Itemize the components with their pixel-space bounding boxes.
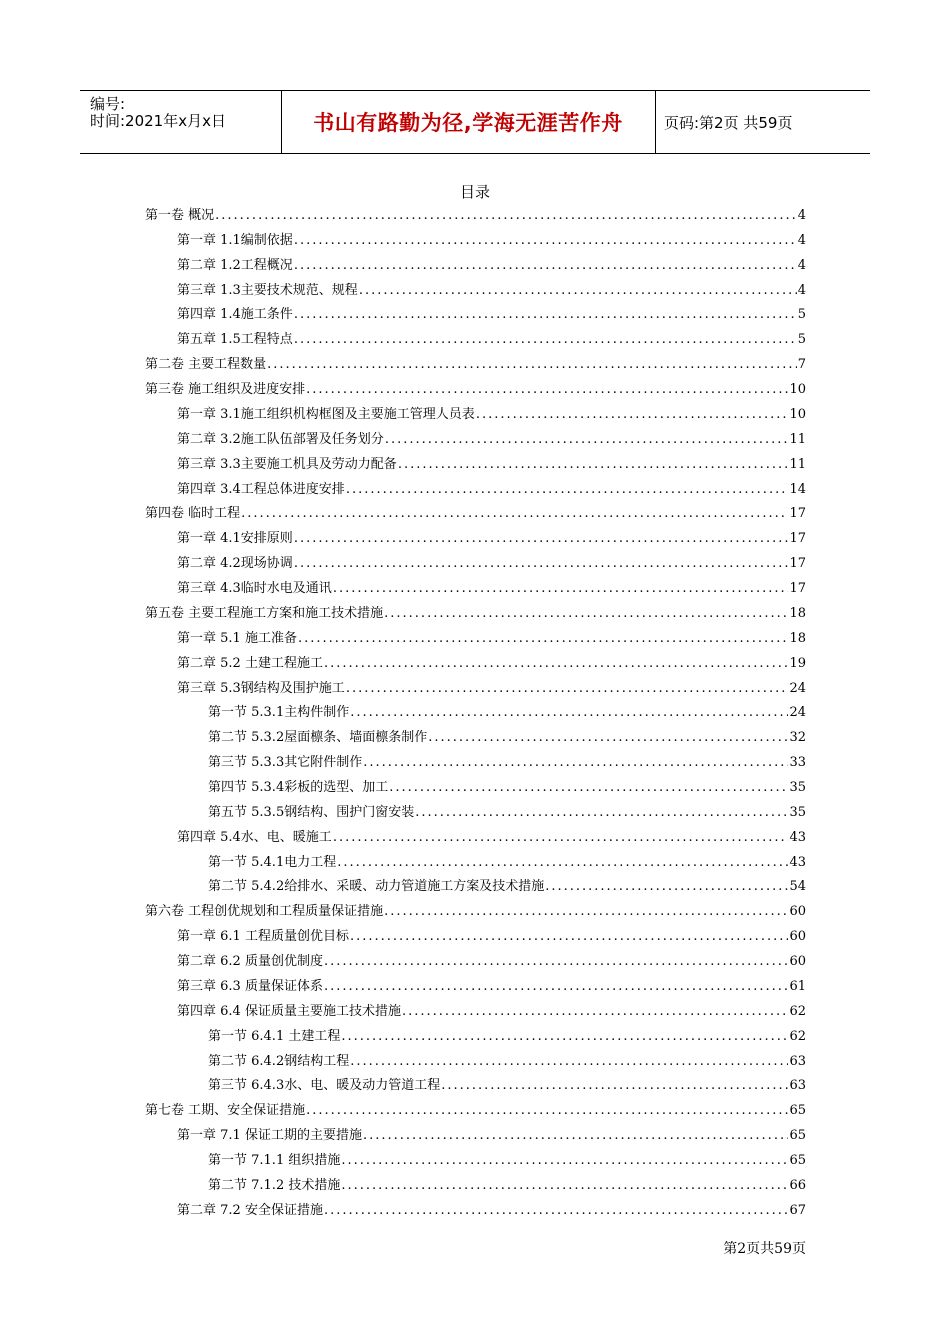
toc-leader-dots [359, 283, 797, 298]
toc-entry-page: 32 [789, 730, 806, 746]
toc-entry-page: 17 [789, 556, 806, 572]
toc-leader-dots [384, 606, 788, 621]
toc-leader-dots [346, 681, 789, 696]
toc-entry[interactable] [208, 701, 806, 721]
toc-leader-dots [398, 457, 789, 472]
toc-entry-title: 第一节 7.1.1 组织措施 [208, 1153, 341, 1169]
toc-entry[interactable] [177, 552, 806, 572]
toc-entry[interactable] [177, 826, 806, 846]
toc-entry-title: 第五卷 主要工程施工方案和施工技术措施 [145, 605, 384, 621]
toc-title: 目录 [459, 183, 490, 201]
toc-entry[interactable] [177, 677, 806, 697]
toc-entry-page: 60 [789, 904, 806, 920]
toc-entry-page: 65 [789, 1103, 806, 1119]
toc-leader-dots [389, 780, 788, 795]
toc-entry-page: 7 [797, 357, 806, 373]
toc-leader-dots [341, 1178, 788, 1193]
toc-leader-dots [298, 631, 789, 646]
toc-leader-dots [294, 307, 797, 322]
toc-leader-dots [267, 357, 797, 372]
toc-entry-page: 62 [789, 1028, 806, 1044]
toc-entry[interactable] [208, 801, 806, 821]
toc-entry[interactable] [208, 1174, 806, 1194]
toc-leader-dots [294, 531, 789, 546]
toc-entry[interactable] [177, 428, 806, 448]
toc-entry-page: 60 [789, 929, 806, 945]
toc-entry[interactable] [145, 1099, 806, 1119]
toc-entry-title: 第七卷 工期、安全保证措施 [145, 1103, 306, 1119]
toc-entry[interactable] [208, 1025, 806, 1045]
toc-entry[interactable] [145, 602, 806, 622]
toc-entry-page: 63 [789, 1078, 806, 1094]
toc-entry-page: 4 [797, 257, 806, 273]
document-number-label: 编号: [90, 95, 126, 113]
toc-entry-page: 11 [789, 456, 806, 472]
toc-entry-page: 18 [789, 605, 806, 621]
toc-entry[interactable] [208, 875, 806, 895]
toc-leader-dots [350, 929, 789, 944]
toc-entry-page: 35 [789, 804, 806, 820]
header-motto-cell [281, 91, 656, 153]
toc-entry-page: 19 [789, 655, 806, 671]
toc-entry-title: 第三章 3.3主要施工机具及劳动力配备 [177, 456, 397, 472]
toc-entry-page: 14 [789, 481, 806, 497]
header-motto: 书山有路勤为径,学海无涯苦作舟 [313, 111, 623, 135]
toc-entry-page: 4 [797, 282, 806, 298]
toc-entry-title: 第一章 5.1 施工准备 [177, 630, 297, 646]
toc-leader-dots [324, 656, 789, 671]
toc-entry[interactable] [177, 1000, 806, 1020]
toc-entry[interactable] [208, 1050, 806, 1070]
toc-entry[interactable] [177, 254, 806, 274]
toc-entry-page: 18 [789, 630, 806, 646]
toc-leader-dots [363, 1128, 789, 1143]
toc-leader-dots [402, 1004, 789, 1019]
toc-leader-dots [363, 755, 788, 770]
toc-entry[interactable] [177, 303, 806, 323]
toc-entry-title: 第二章 4.2现场协调 [177, 556, 293, 572]
toc-entry-page: 17 [789, 506, 806, 522]
toc-entry[interactable] [145, 353, 806, 373]
toc-entry[interactable] [208, 1074, 806, 1094]
toc-leader-dots [306, 382, 788, 397]
toc-entry[interactable] [177, 279, 806, 299]
header-meta-cell [80, 91, 282, 153]
toc-entry[interactable] [177, 229, 806, 249]
toc-entry[interactable] [177, 975, 806, 995]
toc-leader-dots [476, 407, 789, 422]
toc-leader-dots [441, 1078, 788, 1093]
toc-entry-title: 第二章 7.2 安全保证措施 [177, 1202, 323, 1218]
toc-leader-dots [545, 879, 788, 894]
toc-entry-title: 第四章 1.4施工条件 [177, 307, 293, 323]
toc-entry-title: 第一章 1.1编制依据 [177, 232, 293, 248]
toc-entry-page: 54 [789, 879, 806, 895]
toc-entry-title: 第一章 6.1 工程质量创优目标 [177, 929, 349, 945]
toc-entry[interactable] [177, 652, 806, 672]
toc-entry-page: 35 [789, 780, 806, 795]
toc-leader-dots [324, 979, 789, 994]
toc-entry-page: 66 [789, 1177, 806, 1193]
toc-entry-page: 43 [789, 854, 806, 870]
toc-entry-title: 第一节 6.4.1 土建工程 [208, 1028, 341, 1044]
toc-entry-page: 43 [789, 829, 806, 845]
toc-entry-title: 第二章 5.2 土建工程施工 [177, 655, 323, 671]
toc-entry[interactable] [177, 577, 806, 597]
toc-entry-title: 第四节 5.3.4彩板的选型、加工 [208, 780, 389, 795]
toc-leader-dots [215, 208, 797, 223]
toc-entry-title: 第四卷 临时工程 [145, 506, 241, 522]
header-page-info: 页码:第2页 共59页 [664, 113, 793, 132]
toc-entry-page: 24 [789, 705, 806, 721]
toc-leader-dots [324, 954, 789, 969]
toc-entry-title: 第三卷 施工组织及进度安排 [145, 382, 306, 398]
toc-entry-title: 第二章 6.2 质量创优制度 [177, 954, 323, 970]
toc-leader-dots [306, 1103, 788, 1118]
toc-leader-dots [346, 482, 789, 497]
toc-entry-page: 5 [797, 307, 806, 323]
page-header [80, 90, 870, 154]
toc-entry-page: 62 [789, 1003, 806, 1019]
toc-entry[interactable] [208, 1149, 806, 1169]
toc-leader-dots [384, 904, 788, 919]
toc-entry-page: 65 [789, 1128, 806, 1144]
toc-entry[interactable] [177, 453, 806, 473]
toc-entry-title: 第二节 5.4.2给排水、采暖、动力管道施工方案及技术措施 [208, 879, 545, 895]
toc-entry-title: 第一章 7.1 保证工期的主要措施 [177, 1128, 362, 1144]
toc-entry-page: 61 [789, 978, 806, 994]
toc-entry-page: 63 [789, 1053, 806, 1069]
toc-leader-dots [350, 1054, 788, 1069]
page-footer: 第2页共59页 [723, 1241, 806, 1257]
toc-entry-title: 第三章 5.3钢结构及围护施工 [177, 680, 345, 696]
toc-entry-page: 17 [789, 581, 806, 597]
toc-entry-page: 60 [789, 954, 806, 970]
toc-entry-page: 10 [789, 406, 806, 422]
toc-entry-title: 第四章 3.4工程总体进度安排 [177, 481, 345, 497]
toc-entry-page: 10 [789, 382, 806, 398]
toc-leader-dots [415, 805, 788, 820]
toc-entry-title: 第一节 5.4.1电力工程 [208, 854, 337, 870]
toc-entry[interactable] [177, 627, 806, 647]
toc-entry-title: 第二卷 主要工程数量 [145, 357, 267, 373]
toc-entry-title: 第三章 6.3 质量保证体系 [177, 978, 323, 994]
document-time-label: 时间:2021年x月x日 [90, 112, 226, 130]
toc-entry[interactable] [145, 204, 806, 224]
toc-entry-title: 第三节 6.4.3水、电、暖及动力管道工程 [208, 1078, 441, 1094]
toc-leader-dots [337, 855, 788, 870]
header-page-cell [656, 91, 870, 153]
toc-leader-dots [294, 233, 797, 248]
toc-entry[interactable] [145, 378, 806, 398]
toc-entry-page: 67 [789, 1202, 806, 1218]
toc-leader-dots [350, 705, 788, 720]
toc-entry[interactable] [145, 900, 806, 920]
toc-entry-title: 第五章 1.5工程特点 [177, 332, 293, 348]
toc-leader-dots [341, 1029, 788, 1044]
toc-entry[interactable] [177, 527, 806, 547]
toc-entry-title: 第三章 1.3主要技术规范、规程 [177, 282, 358, 298]
toc-leader-dots [241, 506, 788, 521]
toc-entry-title: 第一卷 概况 [145, 208, 215, 223]
toc-entry-title: 第二章 1.2工程概况 [177, 257, 293, 273]
toc-entry-page: 5 [797, 332, 806, 348]
toc-entry-title: 第四章 5.4水、电、暖施工 [177, 829, 332, 845]
toc-entry-title: 第二节 7.1.2 技术措施 [208, 1177, 341, 1193]
toc-entry[interactable] [145, 502, 806, 522]
toc-entry-title: 第二节 6.4.2钢结构工程 [208, 1053, 350, 1069]
toc-leader-dots [324, 1203, 789, 1218]
toc-entry-title: 第六卷 工程创优规划和工程质量保证措施 [145, 904, 384, 920]
toc-entry[interactable] [208, 776, 806, 796]
toc-entry-page: 33 [789, 755, 806, 771]
toc-leader-dots [333, 581, 789, 596]
toc-entry[interactable] [208, 751, 806, 771]
toc-leader-dots [333, 830, 789, 845]
toc-entry-title: 第一章 4.1安排原则 [177, 531, 293, 547]
toc-entry[interactable] [177, 1124, 806, 1144]
toc-entry-page: 24 [789, 680, 806, 696]
toc-leader-dots [294, 556, 789, 571]
toc-entry-title: 第一节 5.3.1主构件制作 [208, 705, 350, 721]
toc-entry-title: 第五节 5.3.5钢结构、围护门窗安装 [208, 804, 415, 820]
toc-entry-title: 第一章 3.1施工组织机构框图及主要施工管理人员表 [177, 406, 475, 422]
toc-entry-title: 第四章 6.4 保证质量主要施工技术措施 [177, 1003, 401, 1019]
toc-entry-page: 17 [789, 531, 806, 547]
toc-entry-title: 第二节 5.3.2屋面檩条、墙面檩条制作 [208, 730, 428, 746]
toc-entry-title: 第三节 5.3.3其它附件制作 [208, 755, 363, 771]
toc-entry[interactable] [208, 851, 806, 871]
toc-entry[interactable] [177, 403, 806, 423]
toc-entry[interactable] [177, 925, 806, 945]
toc-entry[interactable] [177, 478, 806, 498]
toc-entry-title: 第二章 3.2施工队伍部署及任务划分 [177, 431, 384, 447]
toc-entry[interactable] [177, 1199, 806, 1219]
toc-entry-page: 4 [797, 232, 806, 248]
toc-leader-dots [341, 1153, 788, 1168]
toc-entry-page: 4 [797, 208, 806, 223]
toc-entry[interactable] [208, 726, 806, 746]
toc-entry[interactable] [177, 328, 806, 348]
toc-leader-dots [294, 332, 797, 347]
toc-entry-page: 11 [789, 431, 806, 447]
toc-leader-dots [294, 258, 797, 273]
toc-leader-dots [428, 730, 788, 745]
toc-leader-dots [385, 432, 789, 447]
toc-entry-title: 第三章 4.3临时水电及通讯 [177, 581, 332, 597]
toc-entry-page: 65 [789, 1153, 806, 1169]
toc-entry[interactable] [177, 950, 806, 970]
